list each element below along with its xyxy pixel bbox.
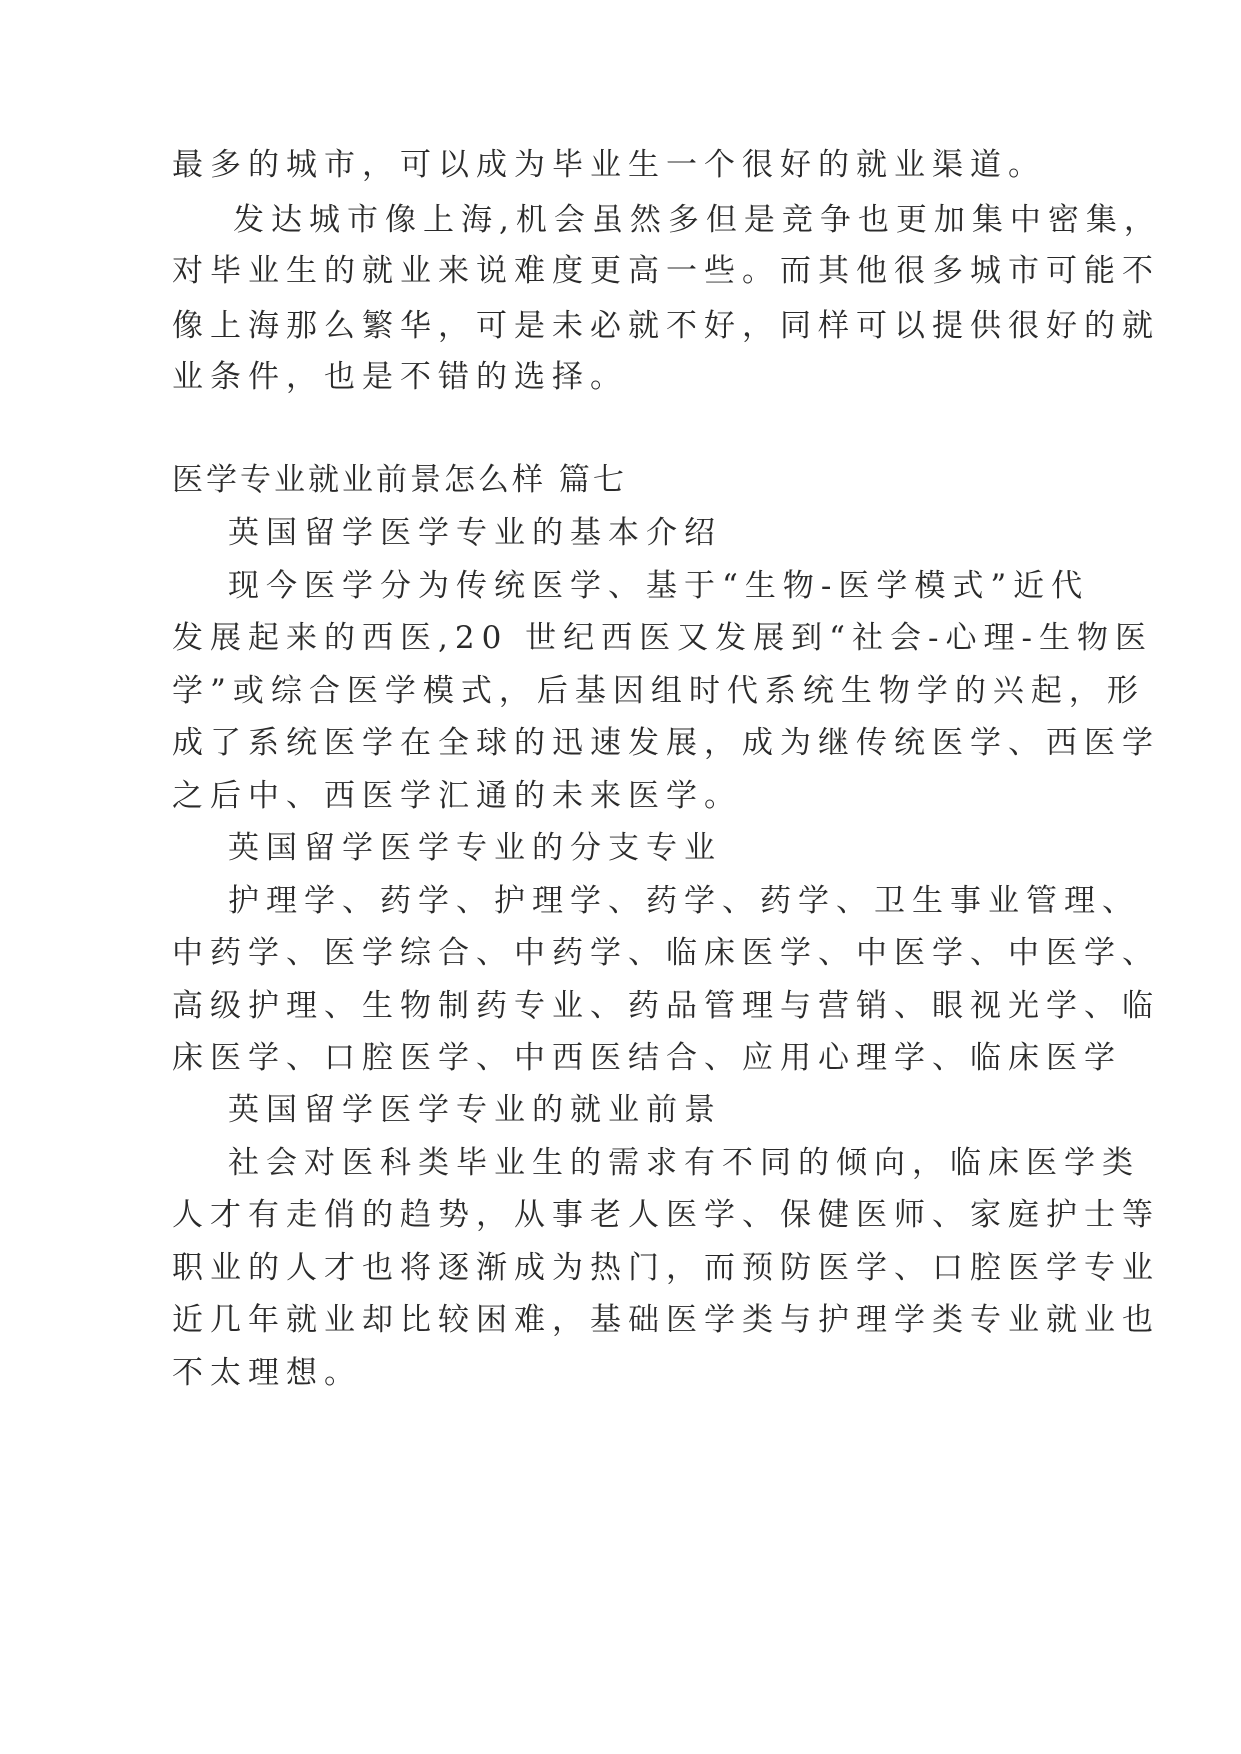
paragraph-line: 对毕业生的就业来说难度更高一些。而其他很多城市可能不: [172, 253, 1160, 289]
subheading: 英国留学医学专业的基本介绍: [228, 515, 722, 551]
paragraph-line: 学”或综合医学模式，后基因组时代系统生物学的兴起，形: [172, 673, 1145, 709]
paragraph-line: 之后中、西医学汇通的未来医学。: [172, 778, 742, 814]
subheading: 英国留学医学专业的分支专业: [228, 830, 722, 866]
paragraph-line: 像上海那么繁华，可是未必就不好，同样可以提供很好的就: [172, 308, 1160, 344]
paragraph-line: 社会对医科类毕业生的需求有不同的倾向，临床医学类: [228, 1145, 1140, 1181]
paragraph-line: 成了系统医学在全球的迅速发展，成为继传统医学、西医学: [172, 725, 1160, 761]
paragraph-line: 最多的城市，可以成为毕业生一个很好的就业渠道。: [172, 147, 1046, 183]
paragraph-line: 现今医学分为传统医学、基于“生物-医学模式”近代: [228, 568, 1090, 604]
paragraph-line: 发达城市像上海,机会虽然多但是竞争也更加集中密集，: [233, 202, 1162, 238]
paragraph-line: 业条件，也是不错的选择。: [172, 359, 628, 395]
paragraph-line: 护理学、药学、护理学、药学、药学、卫生事业管理、: [228, 883, 1140, 919]
paragraph-line: 中药学、医学综合、中药学、临床医学、中医学、中医学、: [172, 935, 1160, 971]
paragraph-line: 床医学、口腔医学、中西医结合、应用心理学、临床医学: [172, 1040, 1122, 1076]
paragraph-line: 近几年就业却比较困难，基础医学类与护理学类专业就业也: [172, 1302, 1160, 1338]
section-title: 医学专业就业前景怎么样 篇七: [172, 462, 627, 498]
paragraph-line: 人才有走俏的趋势，从事老人医学、保健医师、家庭护士等: [172, 1197, 1160, 1233]
paragraph-line: 发展起来的西医,20 世纪西医又发展到“社会-心理-生物医: [172, 620, 1153, 656]
subheading: 英国留学医学专业的就业前景: [228, 1092, 722, 1128]
paragraph-line: 不太理想。: [172, 1355, 362, 1391]
paragraph-line: 高级护理、生物制药专业、药品管理与营销、眼视光学、临: [172, 988, 1160, 1024]
paragraph-line: 职业的人才也将逐渐成为热门，而预防医学、口腔医学专业: [172, 1250, 1160, 1286]
